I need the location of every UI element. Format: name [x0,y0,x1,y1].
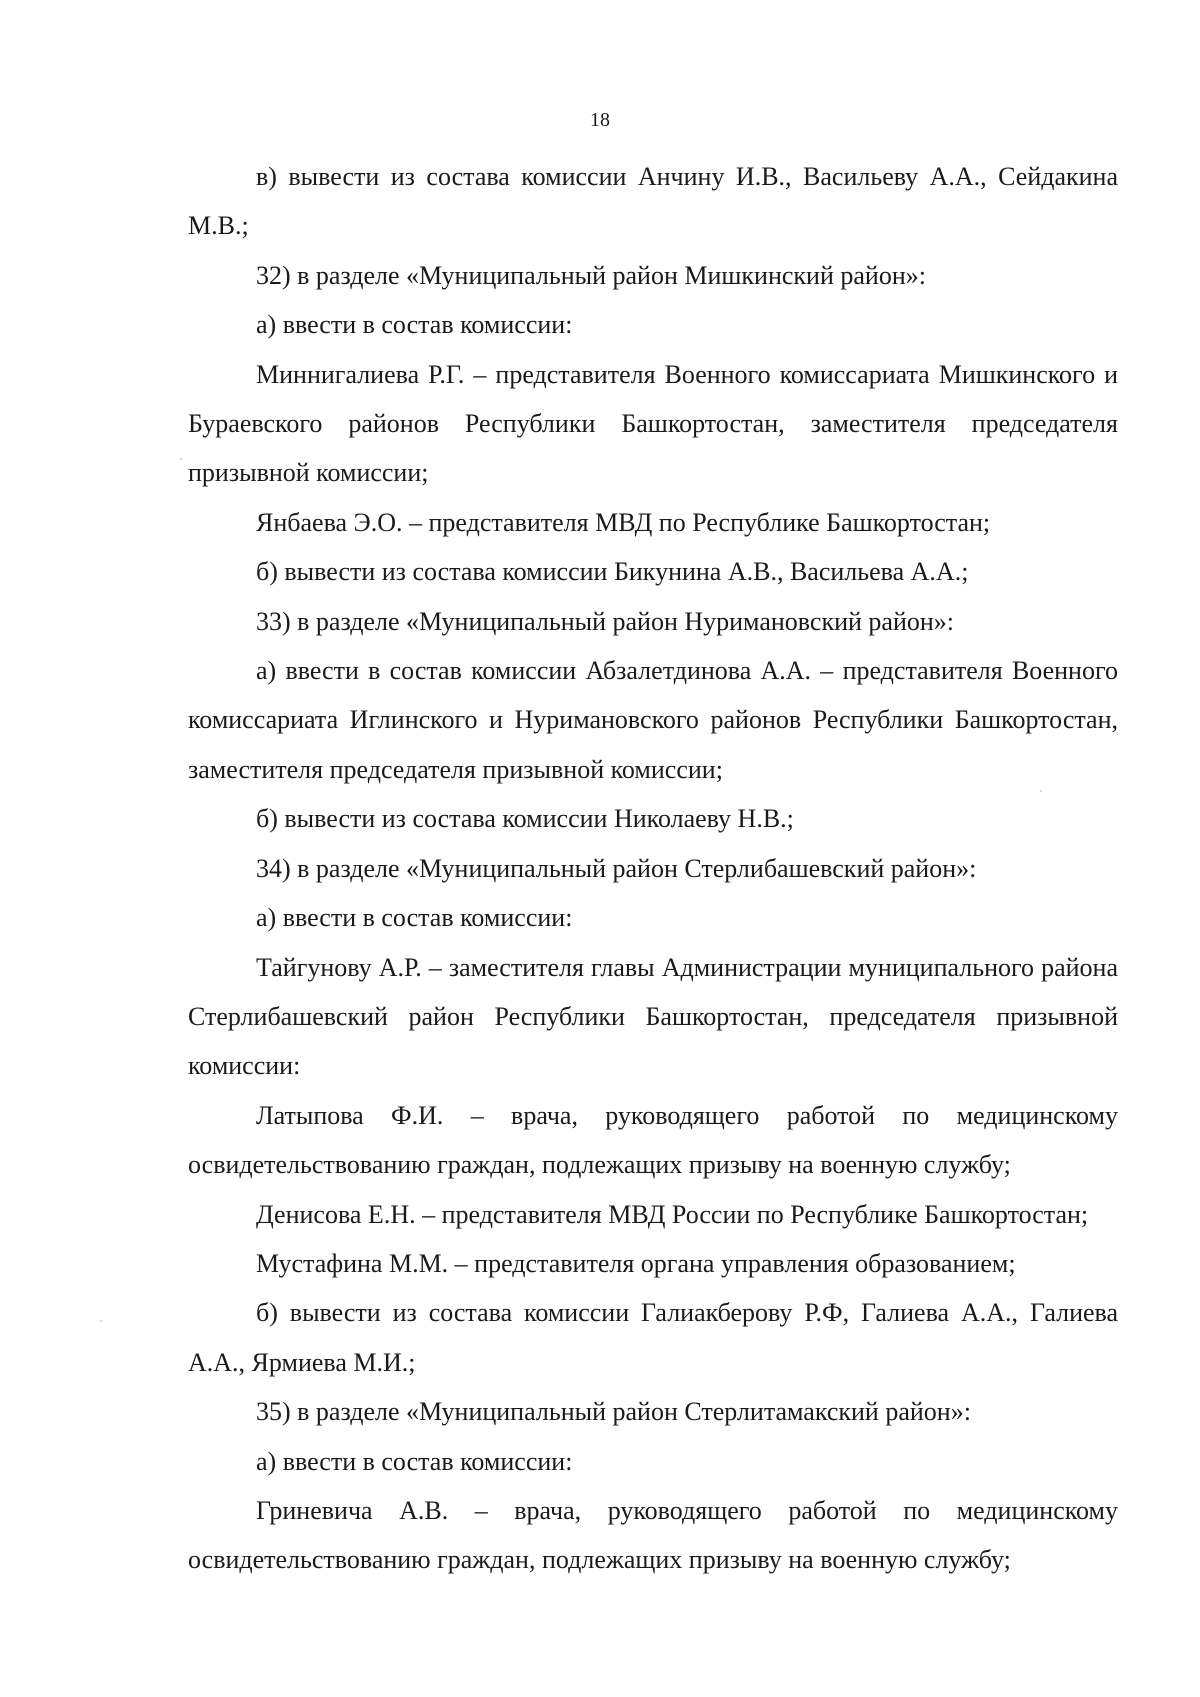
paragraph-minnigalieva: Миннигалиева Р.Г. – представителя Военного комиссариата Мишкинского и Бураевского районов Республики Башкортостан, заместителя председателя призывной комиссии; [188,359,1118,488]
scan-speck [100,1320,102,1322]
paragraph-32-b-remove: б) вывести из состава комиссии Бикунина А.В., Васильева А.А.; [256,557,969,587]
paragraph-34-b-remove: б) вывести из состава комиссии Галиакберову Р.Ф, Галиева А.А., Галиева А.А., Ярмиева М.И.; [188,1298,1118,1377]
paragraph-35-a-add: а) ввести в состав комиссии: [256,1446,573,1476]
paragraph-v-remove-anchina: в) вывести из состава комиссии Анчину И.В., Васильеву А.А., Сейдакина М.В.; [188,162,1118,241]
paragraph-33-a-abzaletdinova: а) ввести в состав комиссии Абзалетдинова А.А. – представителя Военного комиссариата Иглинского и Нуримановского районов Республики Башкортостан, заместителя председателя призывной комиссии; [188,656,1118,784]
paragraph-34-sterlibashevsky: 34) в разделе «Муниципальный район Стерлибашевский район»: [256,853,977,883]
document-body [188,152,1118,1585]
paragraph-grinevicha: Гриневича А.В. – врача, руководящего работой по медицинскому освидетельствованию граждан, подлежащих призыву на военную службу; [188,1495,1118,1575]
paragraph-latypova: Латыпова Ф.И. – врача, руководящего работой по медицинскому освидетельствованию граждан, подлежащих призыву на военную службу; [188,1100,1118,1180]
paragraph-mustafina: Мустафина М.М. – представителя органа управления образованием; [256,1248,1016,1278]
paragraph-32-a-add: а) ввести в состав комиссии: [256,310,573,340]
scan-speck [180,458,182,460]
paragraph-33-nurimanovsky: 33) в разделе «Муниципальный район Нуримановский район»: [256,606,955,636]
paragraph-32-mishkinsky: 32) в разделе «Муниципальный район Мишкинский район»: [256,260,926,290]
scan-speck [1040,790,1042,792]
paragraph-yanbaeva: Янбаева Э.О. – представителя МВД по Республике Башкортостан; [256,507,991,537]
page-number: 18 [590,109,610,131]
paragraph-denisova: Денисова Е.Н. – представителя МВД России по Республике Башкортостан; [256,1199,1089,1229]
paragraph-33-b-remove: б) вывести из состава комиссии Николаеву Н.В.; [256,804,794,834]
paragraph-taygunova: Тайгунову А.Р. – заместителя главы Администрации муниципального района Стерлибашевский район Республики Башкортостан, председателя призывной комиссии: [188,952,1118,1081]
paragraph-34-a-add: а) ввести в состав комиссии: [256,903,573,933]
paragraph-35-sterlitamaksky: 35) в разделе «Муниципальный район Стерлитамакский район»: [256,1397,971,1427]
